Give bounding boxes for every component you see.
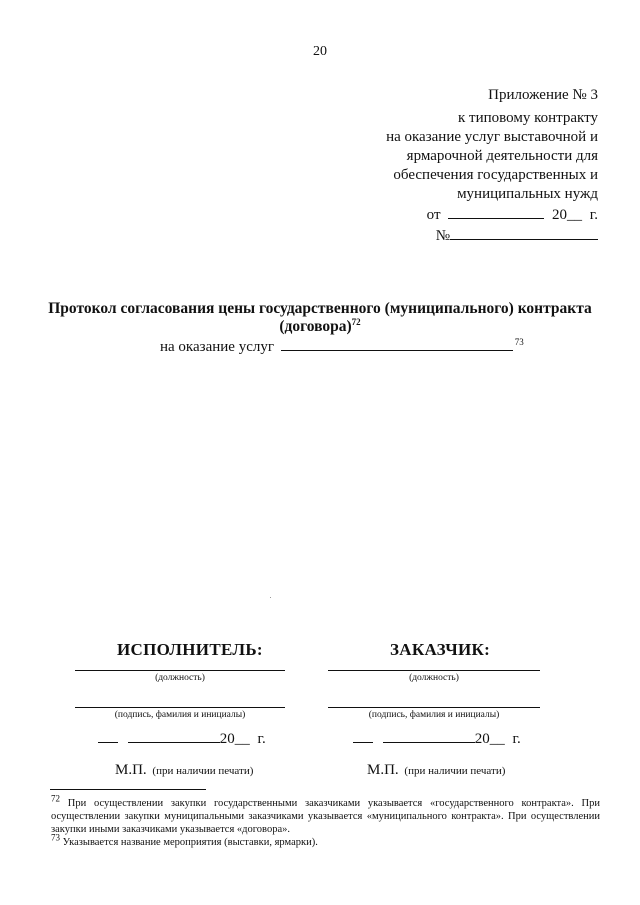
customer-date-year: 20__ (474, 731, 505, 747)
footnote-72: $^{72}$ При осуществлении закупки государственными заказчиками указывается «государственного контракта». При осуществлении закупки муниципальными заказчиками указывается «муниципального контракта». При осуществлении закупки иными заказчиками указывается «договора». (51, 793, 601, 835)
executor-seal: М.П. (при наличии печати) (115, 762, 254, 778)
document-title-line2: (договора)$^{72}$ (279, 316, 361, 335)
executor-heading: ИСПОЛНИТЕЛЬ: (117, 640, 263, 659)
document-subtitle: на оказание услуг $^{73}$ (160, 337, 524, 355)
footnote-ref-72: 72 (351, 316, 361, 327)
appendix-number-row (386, 225, 598, 246)
appendix-line: ярмарочной деятельности для (406, 148, 598, 164)
date-blank (353, 728, 373, 743)
appendix-date-row (386, 204, 598, 225)
page-number: 20 (313, 44, 327, 59)
appendix-heading: Приложение № 3 (488, 87, 598, 103)
scan-speck (270, 597, 271, 598)
executor-signature-line (75, 707, 285, 708)
date-blank (128, 728, 220, 743)
customer-date-suffix: г. (512, 731, 521, 747)
executor-date-year: 20__ (219, 731, 250, 747)
customer-signature-line (328, 707, 540, 708)
executor-position-caption: (должность) (155, 673, 205, 683)
executor-signature-caption: (подпись, фамилия и инициалы) (114, 710, 246, 720)
executor-date-suffix: г. (257, 731, 266, 747)
number-prefix: № (435, 228, 450, 244)
number-blank (450, 225, 598, 240)
appendix-line: обеспечения государственных и (393, 167, 598, 183)
customer-heading: ЗАКАЗЧИК: (390, 640, 491, 659)
date-blank (448, 204, 544, 219)
executor-position-line (75, 670, 285, 671)
footnote-mark: 72 (51, 793, 60, 804)
customer-date-row (353, 728, 521, 748)
footnote-mark: 73 (51, 832, 60, 843)
customer-position-line (328, 670, 540, 671)
date-blank (383, 728, 475, 743)
footnote-73: $^{73}$ Указывается название мероприятия (выставки, ярмарки). (51, 832, 318, 848)
customer-signature-caption: (подпись, фамилия и инициалы) (368, 710, 500, 720)
date-suffix: г. (589, 207, 598, 223)
appendix-block (386, 86, 598, 246)
date-prefix: от (426, 207, 441, 223)
service-blank (281, 336, 513, 351)
customer-seal: М.П. (при наличии печати) (367, 762, 506, 778)
footnote-separator (50, 789, 206, 790)
footnote-ref-73: 73 (514, 337, 524, 347)
date-year: 20__ (552, 207, 583, 223)
appendix-line: муниципальных нужд (457, 186, 598, 202)
document-title: Протокол согласования цены государственного (муниципального) контракта (48, 300, 592, 317)
appendix-line: на оказание услуг выставочной и (386, 129, 598, 145)
executor-date-row (98, 728, 266, 748)
appendix-line: к типовому контракту (458, 110, 598, 126)
date-blank (98, 728, 118, 743)
customer-position-caption: (должность) (409, 673, 459, 683)
